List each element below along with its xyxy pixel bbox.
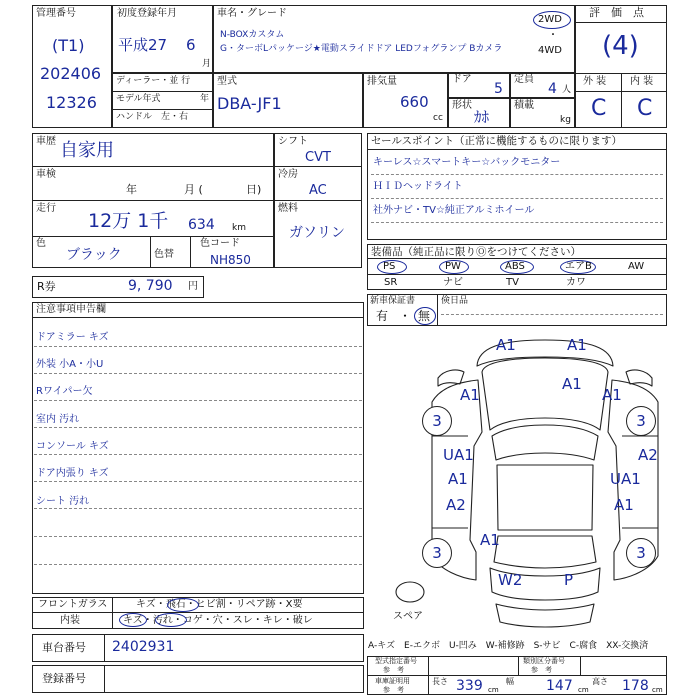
mileage-label: 走行 xyxy=(36,203,56,214)
note-item: ドア内張り キズ xyxy=(36,468,109,479)
katashiki-label: 型式 xyxy=(217,76,237,87)
score: (4) xyxy=(602,31,639,61)
note-item: Rワイパー欠 xyxy=(36,386,93,397)
width: 147 xyxy=(546,678,573,694)
cert-label: 車庫証明用 xyxy=(375,677,410,685)
interior-grade: C xyxy=(637,96,653,121)
color: ブラック xyxy=(66,247,122,263)
note-item: 外装 小A・小U xyxy=(36,359,104,370)
damage-mark: A1 xyxy=(614,496,634,514)
warranty-dot: ・ xyxy=(399,309,412,323)
equipment-navi: ナビ xyxy=(443,277,463,288)
damage-mark: A2 xyxy=(446,496,466,514)
kanri-date: 202406 xyxy=(40,64,102,83)
displacement: 660 xyxy=(400,93,429,111)
damage-mark: UA1 xyxy=(443,446,474,464)
capacity-label: 定員 xyxy=(514,74,534,85)
length-label: 長さ xyxy=(432,677,448,686)
color-code-label: 色コード xyxy=(200,238,240,249)
spare-label: スペア xyxy=(393,611,423,622)
door-label: ドア xyxy=(452,74,472,85)
height-label: 高さ xyxy=(592,677,608,686)
capacity-unit: 人 xyxy=(562,85,572,95)
doors: 5 xyxy=(494,81,503,97)
dealer-label: ディーラー・並 行 xyxy=(116,76,191,86)
month-unit: 月 xyxy=(202,59,212,69)
equipment-abs: ABS xyxy=(505,261,525,272)
fuel-label: 燃料 xyxy=(278,203,298,214)
notes-label: 注意事項申告欄 xyxy=(36,304,106,315)
length-unit: cm xyxy=(488,686,499,694)
color-label: 色 xyxy=(36,238,46,249)
color-change-label: 色替 xyxy=(154,249,174,260)
car-name: N-BOXカスタム xyxy=(220,30,285,40)
capacity: 4 xyxy=(548,81,557,97)
era: 平成 xyxy=(118,36,149,54)
equipment-sr: SR xyxy=(384,277,398,288)
shape: ｶﾎ xyxy=(474,108,490,126)
load-unit: kg xyxy=(560,115,571,125)
equipment-pw: PW xyxy=(445,261,461,272)
date-label: 倹日品 xyxy=(441,296,469,306)
model-year-unit: 年 xyxy=(200,94,210,104)
equipment-ps: PS xyxy=(383,261,396,272)
damage-mark: W2 xyxy=(498,571,523,589)
drive-dot: ・ xyxy=(548,30,558,41)
damage-mark: A2 xyxy=(638,446,658,464)
note-item: コンソール キズ xyxy=(36,441,109,452)
equipment-label: 装備品（純正品に限りⓄをつけてください） xyxy=(371,246,581,258)
equipment-leather: カワ xyxy=(566,277,586,288)
category-label: 類別区分番号 xyxy=(523,657,565,665)
sales-item: ＨＩＤヘッドライト xyxy=(373,181,463,192)
kanri-label: 管理番号 xyxy=(36,8,76,19)
displacement-label: 排気量 xyxy=(367,76,397,87)
history-label: 車歴 xyxy=(36,136,56,147)
damage-circle: 3 xyxy=(626,538,656,568)
warranty-label: 新車保証書 xyxy=(370,296,416,306)
damage-mark: A1 xyxy=(448,470,468,488)
sales-item: キーレス☆スマートキー☆バックモニター xyxy=(373,157,561,168)
reg-year: 27 xyxy=(148,36,168,54)
kanri-code: (T1) xyxy=(52,36,85,55)
drive-4wd: 4WD xyxy=(538,45,562,56)
damage-mark: A1 xyxy=(496,336,516,354)
mileage-sub: 634 xyxy=(188,217,215,233)
color-code: NH850 xyxy=(210,253,251,267)
damage-circle: 3 xyxy=(626,406,656,436)
grade: G・ターボLパッケージ★電動スライドドア LEDフォグランプ Bカメラ xyxy=(220,44,503,54)
interior-options: キズ・汚れ・コゲ・穴・スレ・キレ・破レ xyxy=(123,615,313,626)
length: 339 xyxy=(456,678,483,694)
width-unit: cm xyxy=(578,686,589,694)
cert-sub: 参 考 xyxy=(383,686,404,694)
damage-mark: UA1 xyxy=(610,470,641,488)
sales-label: セールスポイント（正常に機能するものに限ります） xyxy=(371,135,623,147)
category-sub: 参 考 xyxy=(531,666,552,674)
type-designation-sub: 参 考 xyxy=(383,666,404,674)
recycle-label: R券 xyxy=(37,280,56,293)
type-designation-label: 型式指定番号 xyxy=(375,657,417,665)
shaken-year: 年 xyxy=(126,183,137,196)
kanri-number: 12326 xyxy=(46,93,97,112)
height: 178 xyxy=(622,678,649,694)
handle-label: ハンドル 左・右 xyxy=(116,112,189,122)
model-year-label: モデル年式 xyxy=(116,94,161,104)
equipment-tv: TV xyxy=(506,277,519,288)
registration-label: 登録番号 xyxy=(42,672,86,685)
damage-mark: P xyxy=(564,571,574,589)
equipment-airbag: エアB xyxy=(565,261,592,272)
exterior-grade: C xyxy=(591,96,607,121)
interior-label: 内 装 xyxy=(630,76,654,87)
sales-item: 社外ナビ・TV☆純正アルミホイール xyxy=(373,205,535,216)
note-item: 室内 汚れ xyxy=(36,414,80,425)
score-label: 評 価 点 xyxy=(589,6,644,19)
damage-circle: 3 xyxy=(422,538,452,568)
recycle-unit: 円 xyxy=(188,281,198,292)
damage-mark: A1 xyxy=(562,375,582,393)
damage-mark: A1 xyxy=(460,386,480,404)
equipment-aw: AW xyxy=(628,261,645,272)
shaken-day: 日) xyxy=(246,183,262,196)
history: 自家用 xyxy=(60,140,114,161)
displacement-unit: cc xyxy=(433,113,443,123)
height-unit: cm xyxy=(652,686,663,694)
load-label: 積載 xyxy=(514,100,534,111)
drive-2wd: 2WD xyxy=(538,14,562,25)
note-item: シート 汚れ xyxy=(36,496,90,507)
chassis-label: 車台番号 xyxy=(42,641,86,654)
damage-circle: 3 xyxy=(422,406,452,436)
warranty-yes: 有 xyxy=(376,309,389,323)
damage-mark: A1 xyxy=(567,336,587,354)
front-glass-label: フロントガラス xyxy=(38,599,108,610)
damage-mark: A1 xyxy=(602,386,622,404)
note-item: ドアミラー キズ xyxy=(36,332,109,343)
shift: CVT xyxy=(305,150,331,165)
mileage: 12万 1千 xyxy=(88,210,169,232)
damage-legend: A-キズ E-エクボ U-凹み W-補修跡 S-サビ C-腐食 XX-交換済 xyxy=(368,641,649,651)
recycle-amount: 9, 790 xyxy=(128,278,173,294)
shaken-month: 月 ( xyxy=(184,183,203,196)
shift-label: シフト xyxy=(278,136,308,147)
reg-month: 6 xyxy=(186,36,196,54)
shape-label: 形状 xyxy=(452,100,472,111)
katashiki: DBA-JF1 xyxy=(217,94,282,113)
exterior-label: 外 装 xyxy=(583,76,607,87)
fuel: ガソリン xyxy=(289,225,345,241)
shaken-label: 車検 xyxy=(36,169,56,180)
interior-label: 内装 xyxy=(60,615,80,626)
front-glass-options: キズ・飛石・ヒビ割・リペア跡・X要 xyxy=(136,599,303,610)
warranty-no: 無 xyxy=(418,309,431,323)
first-reg-label: 初度登録年月 xyxy=(117,8,177,19)
mileage-unit: km xyxy=(232,223,246,233)
model-name-label: 車名・グレード xyxy=(217,8,287,19)
damage-mark: A1 xyxy=(480,531,500,549)
width-label: 幅 xyxy=(506,677,514,686)
aircon: AC xyxy=(309,183,327,198)
chassis-number: 2402931 xyxy=(112,639,175,655)
aircon-label: 冷房 xyxy=(278,169,298,180)
